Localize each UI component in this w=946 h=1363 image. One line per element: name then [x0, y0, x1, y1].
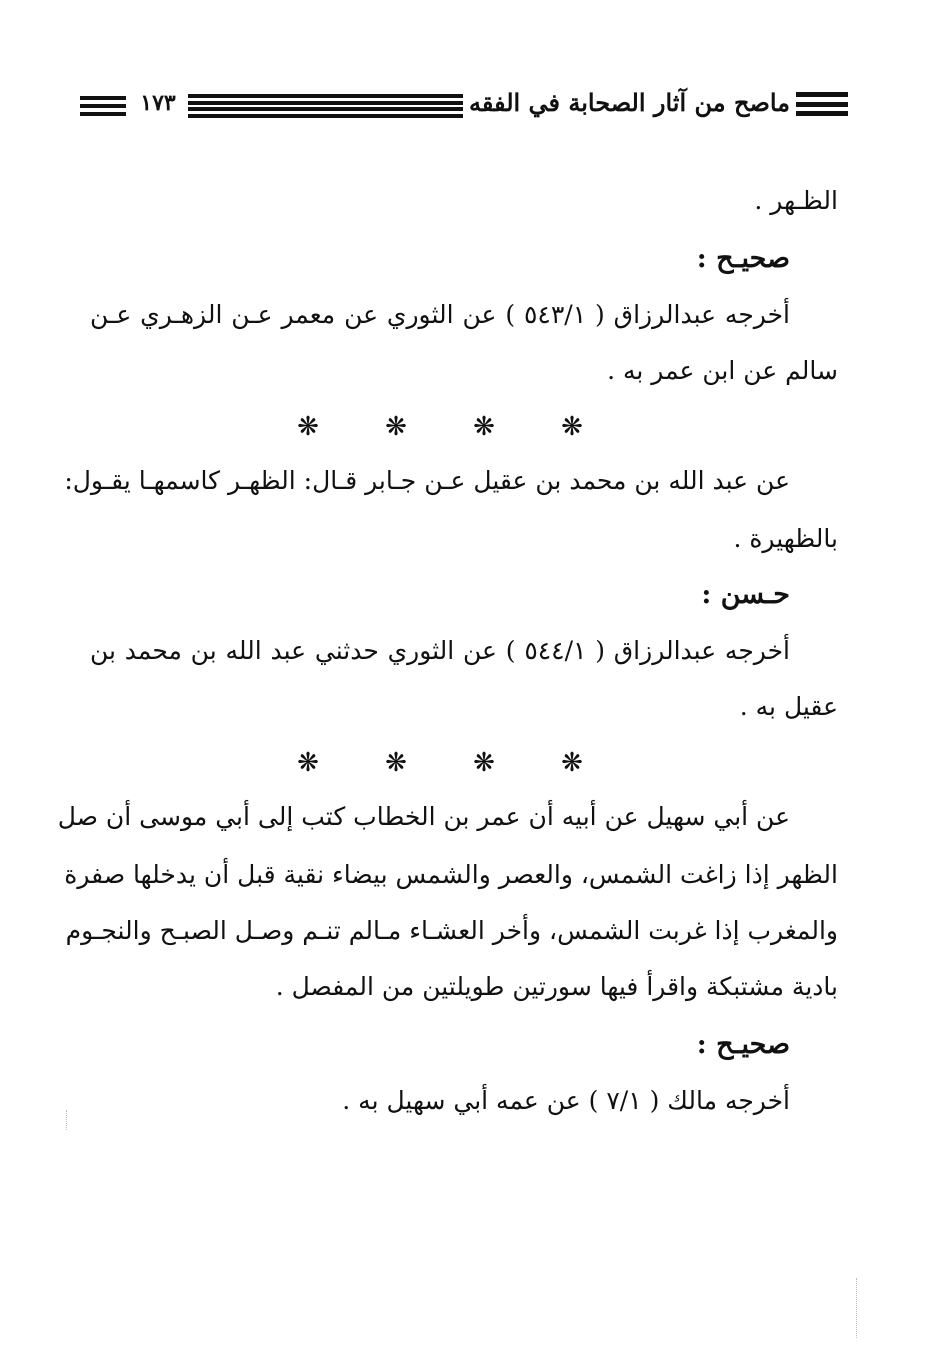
header-rule-right	[796, 92, 848, 116]
text-line-2: أخرجه عبدالرزاق ( ٥٤٣/١ ) عن الثوري عن معمر عـن الزهـري عـن	[90, 300, 790, 329]
text-line-1: الظـهر .	[754, 186, 838, 215]
text-line-4: عن عبد الله بن محمد بن عقيل عـن جـابر قـال: الظهـر كاسمهـا يقـول:	[64, 466, 790, 495]
scan-edge-mark	[856, 1278, 861, 1338]
text-line-6: أخرجه عبدالرزاق ( ٥٤٤/١ ) عن الثوري حدثني عبد الله بن محمد بن	[90, 636, 790, 665]
text-line-5: بالظهيرة .	[733, 524, 838, 553]
header-rule-left	[80, 96, 126, 116]
running-title: ماصح من آثار الصحابة في الفقه	[469, 88, 790, 117]
divider-star-icon: ❋	[561, 748, 583, 778]
section-divider-2	[290, 748, 590, 778]
text-line-9: الظهر إذا زاغت الشمس، والعصر والشمس بيضاء نقية قبل أن يدخلها صفرة	[64, 860, 838, 889]
divider-star-icon: ❋	[385, 748, 407, 778]
section-divider-1	[290, 412, 590, 442]
scan-edge-mark	[66, 1110, 71, 1130]
divider-star-icon: ❋	[297, 748, 319, 778]
text-line-3: سالم عن ابن عمر به .	[607, 356, 838, 385]
divider-star-icon: ❋	[473, 748, 495, 778]
grade-heading-sahih-2: صحيـح :	[696, 1029, 790, 1060]
text-line-11: بادية مشتبكة واقرأ فيها سورتين طويلتين من المفصل .	[275, 972, 838, 1001]
grade-heading-sahih-1: صحيـح :	[696, 243, 790, 274]
divider-star-icon: ❋	[473, 412, 495, 442]
text-line-8: عن أبي سهيل عن أبيه أن عمر بن الخطاب كتب إلى أبي موسى أن صل	[57, 802, 790, 831]
text-line-7: عقيل به .	[739, 692, 838, 721]
text-line-12: أخرجه مالك ( ٧/١ ) عن عمه أبي سهيل به .	[342, 1086, 790, 1115]
header-rule-middle	[188, 94, 463, 118]
grade-heading-hasan: حـسن :	[701, 579, 790, 610]
divider-star-icon: ❋	[385, 412, 407, 442]
page-header	[78, 88, 848, 124]
divider-star-icon: ❋	[561, 412, 583, 442]
page-number: ١٧٣	[140, 90, 176, 116]
divider-star-icon: ❋	[297, 412, 319, 442]
text-line-10: والمغرب إذا غربت الشمس، وأخر العشـاء مـالم تنـم وصـل الصبـح والنجـوم	[65, 916, 838, 945]
